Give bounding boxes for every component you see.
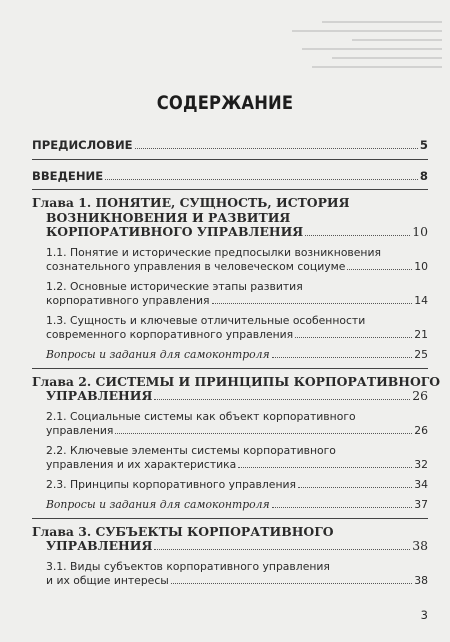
dot-leader (272, 507, 413, 508)
toc-section-label-continued: управления и их характеристика (46, 457, 237, 471)
dot-leader (135, 148, 418, 149)
toc-entry-label: ВВЕДЕНИЕ (32, 168, 104, 183)
toc-section-label: 1.3. Сущность и ключевые отличительные особенности (46, 313, 366, 327)
toc-section-2-1 (32, 410, 428, 438)
chapter-heading-continued: ВОЗНИКНОВЕНИЯ И РАЗВИТИЯ (46, 209, 291, 225)
toc-section-1-3 (32, 314, 428, 342)
toc-chapter-1 (32, 196, 428, 240)
toc-entry-label: УПРАВЛЕНИЯ (46, 538, 153, 553)
toc-page-number: 26 (412, 388, 428, 403)
show-through-text (282, 14, 442, 104)
chapter-heading: Глава 2. СИСТЕМЫ И ПРИНЦИПЫ КОРПОРАТИВНОГО (32, 373, 441, 389)
dot-leader (105, 179, 418, 180)
toc-entry-preface (32, 138, 428, 153)
toc-chapter-2 (32, 373, 441, 404)
chapter-heading-last-line (32, 389, 428, 404)
toc-page-number: 38 (414, 573, 428, 587)
toc-page-number: 25 (414, 347, 428, 361)
page-title: СОДЕРЖАНИЕ (156, 92, 294, 114)
toc-questions-2 (32, 498, 428, 512)
toc-section-label: 1.1. Понятие и исторические предпосылки возникновения (46, 245, 381, 259)
toc-page-number: 34 (414, 477, 428, 491)
chapter-heading: Глава 3. СУБЪЕКТЫ КОРПОРАТИВНОГО (32, 523, 334, 539)
toc-section-2-2 (32, 444, 428, 472)
toc-section-1-2 (32, 280, 428, 308)
toc-section-label-continued: современного корпоративного управления (46, 327, 294, 341)
toc-chapter-3 (32, 525, 428, 554)
toc-page-number: 26 (414, 423, 428, 437)
toc-page-number: 32 (414, 457, 428, 471)
dot-leader (298, 487, 412, 488)
dot-leader (347, 269, 412, 270)
toc-section-label-continued: сознательного управления в человеческом социуме (46, 259, 346, 273)
divider (32, 518, 428, 519)
dot-leader (154, 399, 410, 400)
page-number: 3 (420, 608, 428, 622)
toc-questions-label: Вопросы и задания для самоконтроля (46, 347, 270, 361)
toc-page-number: 5 (419, 138, 428, 152)
toc-section-label: 3.1. Виды субъектов корпоративного управления (46, 559, 330, 573)
toc-section-label: 2.3. Принципы корпоративного управления (46, 477, 297, 491)
toc-section-3-1 (32, 560, 428, 588)
chapter-heading-last-line (32, 539, 428, 554)
divider (32, 189, 428, 190)
chapter-heading: Глава 1. ПОНЯТИЕ, СУЩНОСТЬ, ИСТОРИЯ (32, 195, 350, 210)
toc-section-label-continued: управления (46, 423, 114, 437)
toc-entry-label: ПРЕДИСЛОВИЕ (32, 138, 133, 152)
toc-section-label-continued: корпоративного управления (46, 293, 210, 307)
toc-section-label: 2.1. Социальные системы как объект корпоративного (46, 409, 356, 423)
toc-page-number: 37 (414, 497, 428, 511)
divider (32, 368, 428, 369)
toc-page-number: 14 (414, 293, 428, 307)
toc-entry-intro (32, 169, 428, 184)
toc-section-label: 1.2. Основные исторические этапы развития (46, 279, 303, 293)
dot-leader (238, 467, 412, 468)
toc-section-label: 2.2. Ключевые элементы системы корпоративного (46, 443, 336, 457)
toc-page-number: 38 (412, 538, 428, 553)
dot-leader (115, 433, 412, 434)
dot-leader (154, 549, 410, 550)
toc-page-number: 21 (414, 327, 428, 341)
toc-questions-label: Вопросы и задания для самоконтроля (46, 497, 270, 511)
toc-page-number: 10 (414, 259, 428, 273)
toc-questions-1 (32, 348, 428, 362)
chapter-heading-last-line (32, 225, 428, 240)
dot-leader (171, 583, 412, 584)
dot-leader (272, 357, 413, 358)
dot-leader (305, 235, 410, 236)
table-of-contents (32, 138, 441, 588)
toc-section-label-continued: и их общие интересы (46, 573, 169, 587)
toc-section-2-3 (32, 478, 428, 492)
toc-entry-label: КОРПОРАТИВНОГО УПРАВЛЕНИЯ (46, 224, 304, 239)
divider (32, 159, 428, 160)
toc-entry-label: УПРАВЛЕНИЯ (46, 388, 153, 403)
toc-page-number: 10 (412, 224, 428, 239)
dot-leader (212, 303, 413, 304)
toc-page-number: 8 (419, 168, 428, 183)
dot-leader (295, 337, 412, 338)
toc-section-1-1 (32, 246, 428, 274)
